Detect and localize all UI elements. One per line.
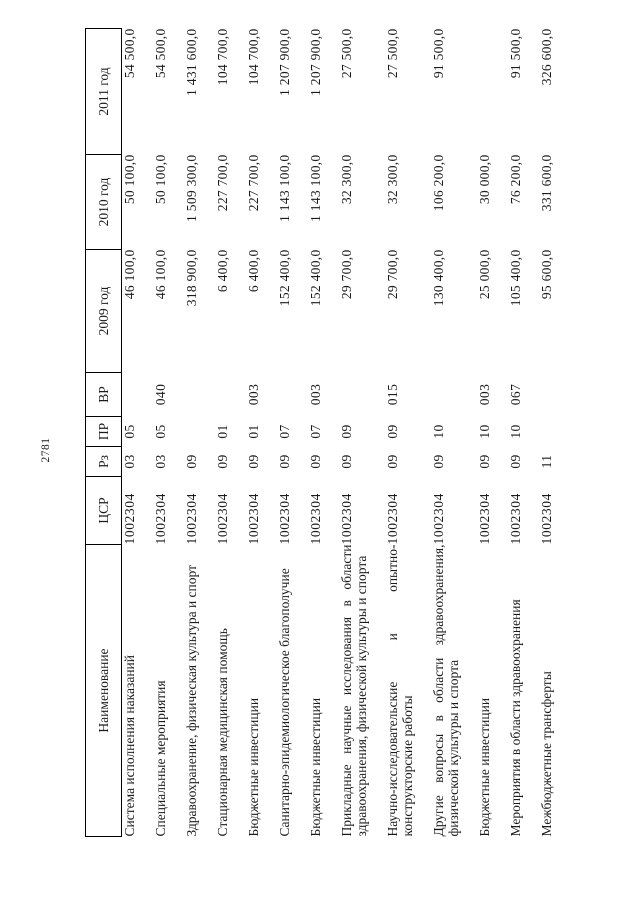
cell-pr: 01 — [246, 424, 261, 439]
cell-pr: 10 — [477, 424, 492, 439]
cell-rz: 09 — [385, 454, 400, 469]
cell-pr: 05 — [153, 424, 168, 439]
table-row — [153, 29, 184, 837]
cell-y2009: 95 600,0 — [539, 249, 554, 300]
cell-rz: 11 — [539, 454, 554, 469]
cell-csr: 1002304 — [308, 493, 323, 545]
cell-csr: 1002304 — [508, 493, 523, 545]
cell-y2009: 152 400,0 — [308, 249, 323, 307]
cell-y2010: 50 100,0 — [153, 154, 168, 205]
cell-name: Здравоохранение, физическая культура и спорт — [184, 565, 199, 837]
cell-name: Межбюджетные трансферты — [539, 671, 554, 837]
header-csr: ЦСР — [86, 477, 122, 545]
cell-name: Научно-исследовательские и опытно-конструкторские работы — [385, 544, 415, 837]
cell-rz: 09 — [477, 454, 492, 469]
cell-name: Стационарная медицинская помощь — [215, 628, 230, 837]
cell-y2009: 29 700,0 — [339, 249, 354, 300]
cell-rz: 09 — [246, 454, 261, 469]
cell-vr — [122, 373, 154, 417]
cell-y2011: 27 500,0 — [339, 28, 354, 79]
cell-pr: 09 — [385, 424, 400, 439]
cell-y2010: 106 200,0 — [431, 154, 446, 212]
cell-pr: 07 — [308, 424, 323, 439]
cell-pr: 01 — [215, 424, 230, 439]
cell-pr: 09 — [339, 424, 354, 439]
cell-vr — [539, 373, 570, 417]
cell-csr: 1002304 — [215, 493, 230, 545]
cell-name: Бюджетные инвестиции — [308, 697, 323, 837]
cell-y2011: 27 500,0 — [385, 28, 400, 79]
cell-vr — [215, 373, 246, 417]
cell-name: Система исполнения наказаний — [122, 655, 137, 837]
cell-vr: 003 — [246, 383, 261, 406]
table-row — [508, 29, 539, 837]
cell-name: Прикладные научные исследования в области здравоохранения, физической культуры и спорта — [339, 544, 369, 837]
cell-vr — [339, 373, 385, 417]
cell-y2009: 105 400,0 — [508, 249, 523, 307]
cell-rz: 09 — [508, 454, 523, 469]
cell-y2011: 54 500,0 — [122, 28, 137, 79]
table-row — [539, 29, 570, 837]
table-row — [308, 29, 339, 837]
cell-vr: 015 — [385, 383, 400, 406]
cell-csr: 1002304 — [122, 493, 137, 545]
cell-y2010: 30 000,0 — [477, 154, 492, 205]
cell-vr: 003 — [477, 383, 492, 406]
table-row — [184, 29, 215, 837]
cell-name: Бюджетные инвестиции — [246, 697, 261, 837]
cell-pr: 10 — [431, 424, 446, 439]
cell-y2009: 25 000,0 — [477, 249, 492, 300]
cell-y2009: 46 100,0 — [122, 249, 137, 300]
cell-pr — [539, 417, 570, 447]
cell-y2011: 1 207 900,0 — [277, 28, 292, 96]
cell-rz: 09 — [215, 454, 230, 469]
cell-y2010: 227 700,0 — [215, 154, 230, 212]
cell-pr: 10 — [508, 424, 523, 439]
header-2009: 2009 год — [86, 250, 122, 373]
cell-rz: 09 — [431, 454, 446, 469]
cell-csr: 1002304 — [339, 493, 354, 545]
budget-table — [85, 28, 570, 837]
cell-vr — [277, 373, 308, 417]
table-row — [246, 29, 277, 837]
table-row — [431, 29, 477, 837]
table-row — [215, 29, 246, 837]
cell-y2009: 29 700,0 — [385, 249, 400, 300]
cell-csr: 1002304 — [431, 493, 446, 545]
cell-y2010: 76 200,0 — [508, 154, 523, 205]
cell-pr: 05 — [122, 424, 137, 439]
table-row — [277, 29, 308, 837]
cell-rz: 03 — [122, 454, 137, 469]
cell-vr: 003 — [308, 383, 323, 406]
table-header — [86, 29, 122, 837]
cell-y2011: 326 600,0 — [539, 28, 554, 86]
cell-rz: 09 — [184, 454, 199, 469]
table-row — [339, 29, 385, 837]
cell-rz: 03 — [153, 454, 168, 469]
cell-y2010: 1 509 300,0 — [184, 154, 199, 222]
table-body — [122, 29, 571, 837]
cell-y2011: 54 500,0 — [153, 28, 168, 79]
table-row — [122, 29, 154, 837]
cell-csr: 1002304 — [277, 493, 292, 545]
cell-y2010: 227 700,0 — [246, 154, 261, 212]
cell-pr — [184, 417, 215, 447]
cell-vr: 067 — [508, 383, 523, 406]
cell-y2010: 331 600,0 — [539, 154, 554, 212]
cell-y2010: 1 143 100,0 — [308, 154, 323, 222]
table-row — [385, 29, 431, 837]
cell-y2011: 104 700,0 — [246, 28, 261, 86]
page-number: 2781 — [40, 437, 52, 463]
header-2011: 2011 год — [86, 29, 122, 155]
cell-pr: 07 — [277, 424, 292, 439]
cell-y2011: 1 207 900,0 — [308, 28, 323, 96]
header-pr: ПР — [86, 417, 122, 447]
cell-rz: 09 — [308, 454, 323, 469]
cell-rz: 09 — [277, 454, 292, 469]
cell-y2011 — [477, 29, 508, 155]
cell-y2009: 46 100,0 — [153, 249, 168, 300]
cell-csr: 1002304 — [539, 493, 554, 545]
cell-csr: 1002304 — [477, 493, 492, 545]
cell-vr — [431, 373, 477, 417]
cell-y2010: 32 300,0 — [339, 154, 354, 205]
cell-rz: 09 — [339, 454, 354, 469]
cell-y2010: 1 143 100,0 — [277, 154, 292, 222]
header-name: Наименование — [86, 545, 122, 837]
cell-y2011: 91 500,0 — [431, 28, 446, 79]
cell-csr: 1002304 — [246, 493, 261, 545]
table-row — [477, 29, 508, 837]
cell-y2009: 6 400,0 — [215, 249, 230, 293]
cell-csr: 1002304 — [385, 493, 400, 545]
cell-name: Специальные мероприятия — [153, 680, 168, 837]
cell-vr — [184, 373, 215, 417]
cell-y2009: 318 900,0 — [184, 249, 199, 307]
cell-y2009: 6 400,0 — [246, 249, 261, 293]
cell-name: Санитарно-эпидемиологическое благополучие — [277, 568, 292, 837]
cell-name: Другие вопросы в области здравоохранения, физической культуры и спорта — [431, 544, 461, 837]
cell-y2010: 50 100,0 — [122, 154, 137, 205]
cell-y2009: 152 400,0 — [277, 249, 292, 307]
cell-name: Мероприятия в области здравоохранения — [508, 599, 523, 837]
cell-csr: 1002304 — [153, 493, 168, 545]
cell-y2011: 104 700,0 — [215, 28, 230, 86]
cell-csr: 1002304 — [184, 493, 199, 545]
header-vr: ВР — [86, 373, 122, 417]
cell-vr: 040 — [153, 383, 168, 406]
header-2010: 2010 год — [86, 155, 122, 250]
cell-name: Бюджетные инвестиции — [477, 697, 492, 837]
cell-y2010: 32 300,0 — [385, 154, 400, 205]
cell-y2011: 1 431 600,0 — [184, 28, 199, 96]
header-rz: Рз — [86, 447, 122, 477]
cell-y2009: 130 400,0 — [431, 249, 446, 307]
table-header-row — [86, 29, 122, 837]
cell-y2011: 91 500,0 — [508, 28, 523, 79]
